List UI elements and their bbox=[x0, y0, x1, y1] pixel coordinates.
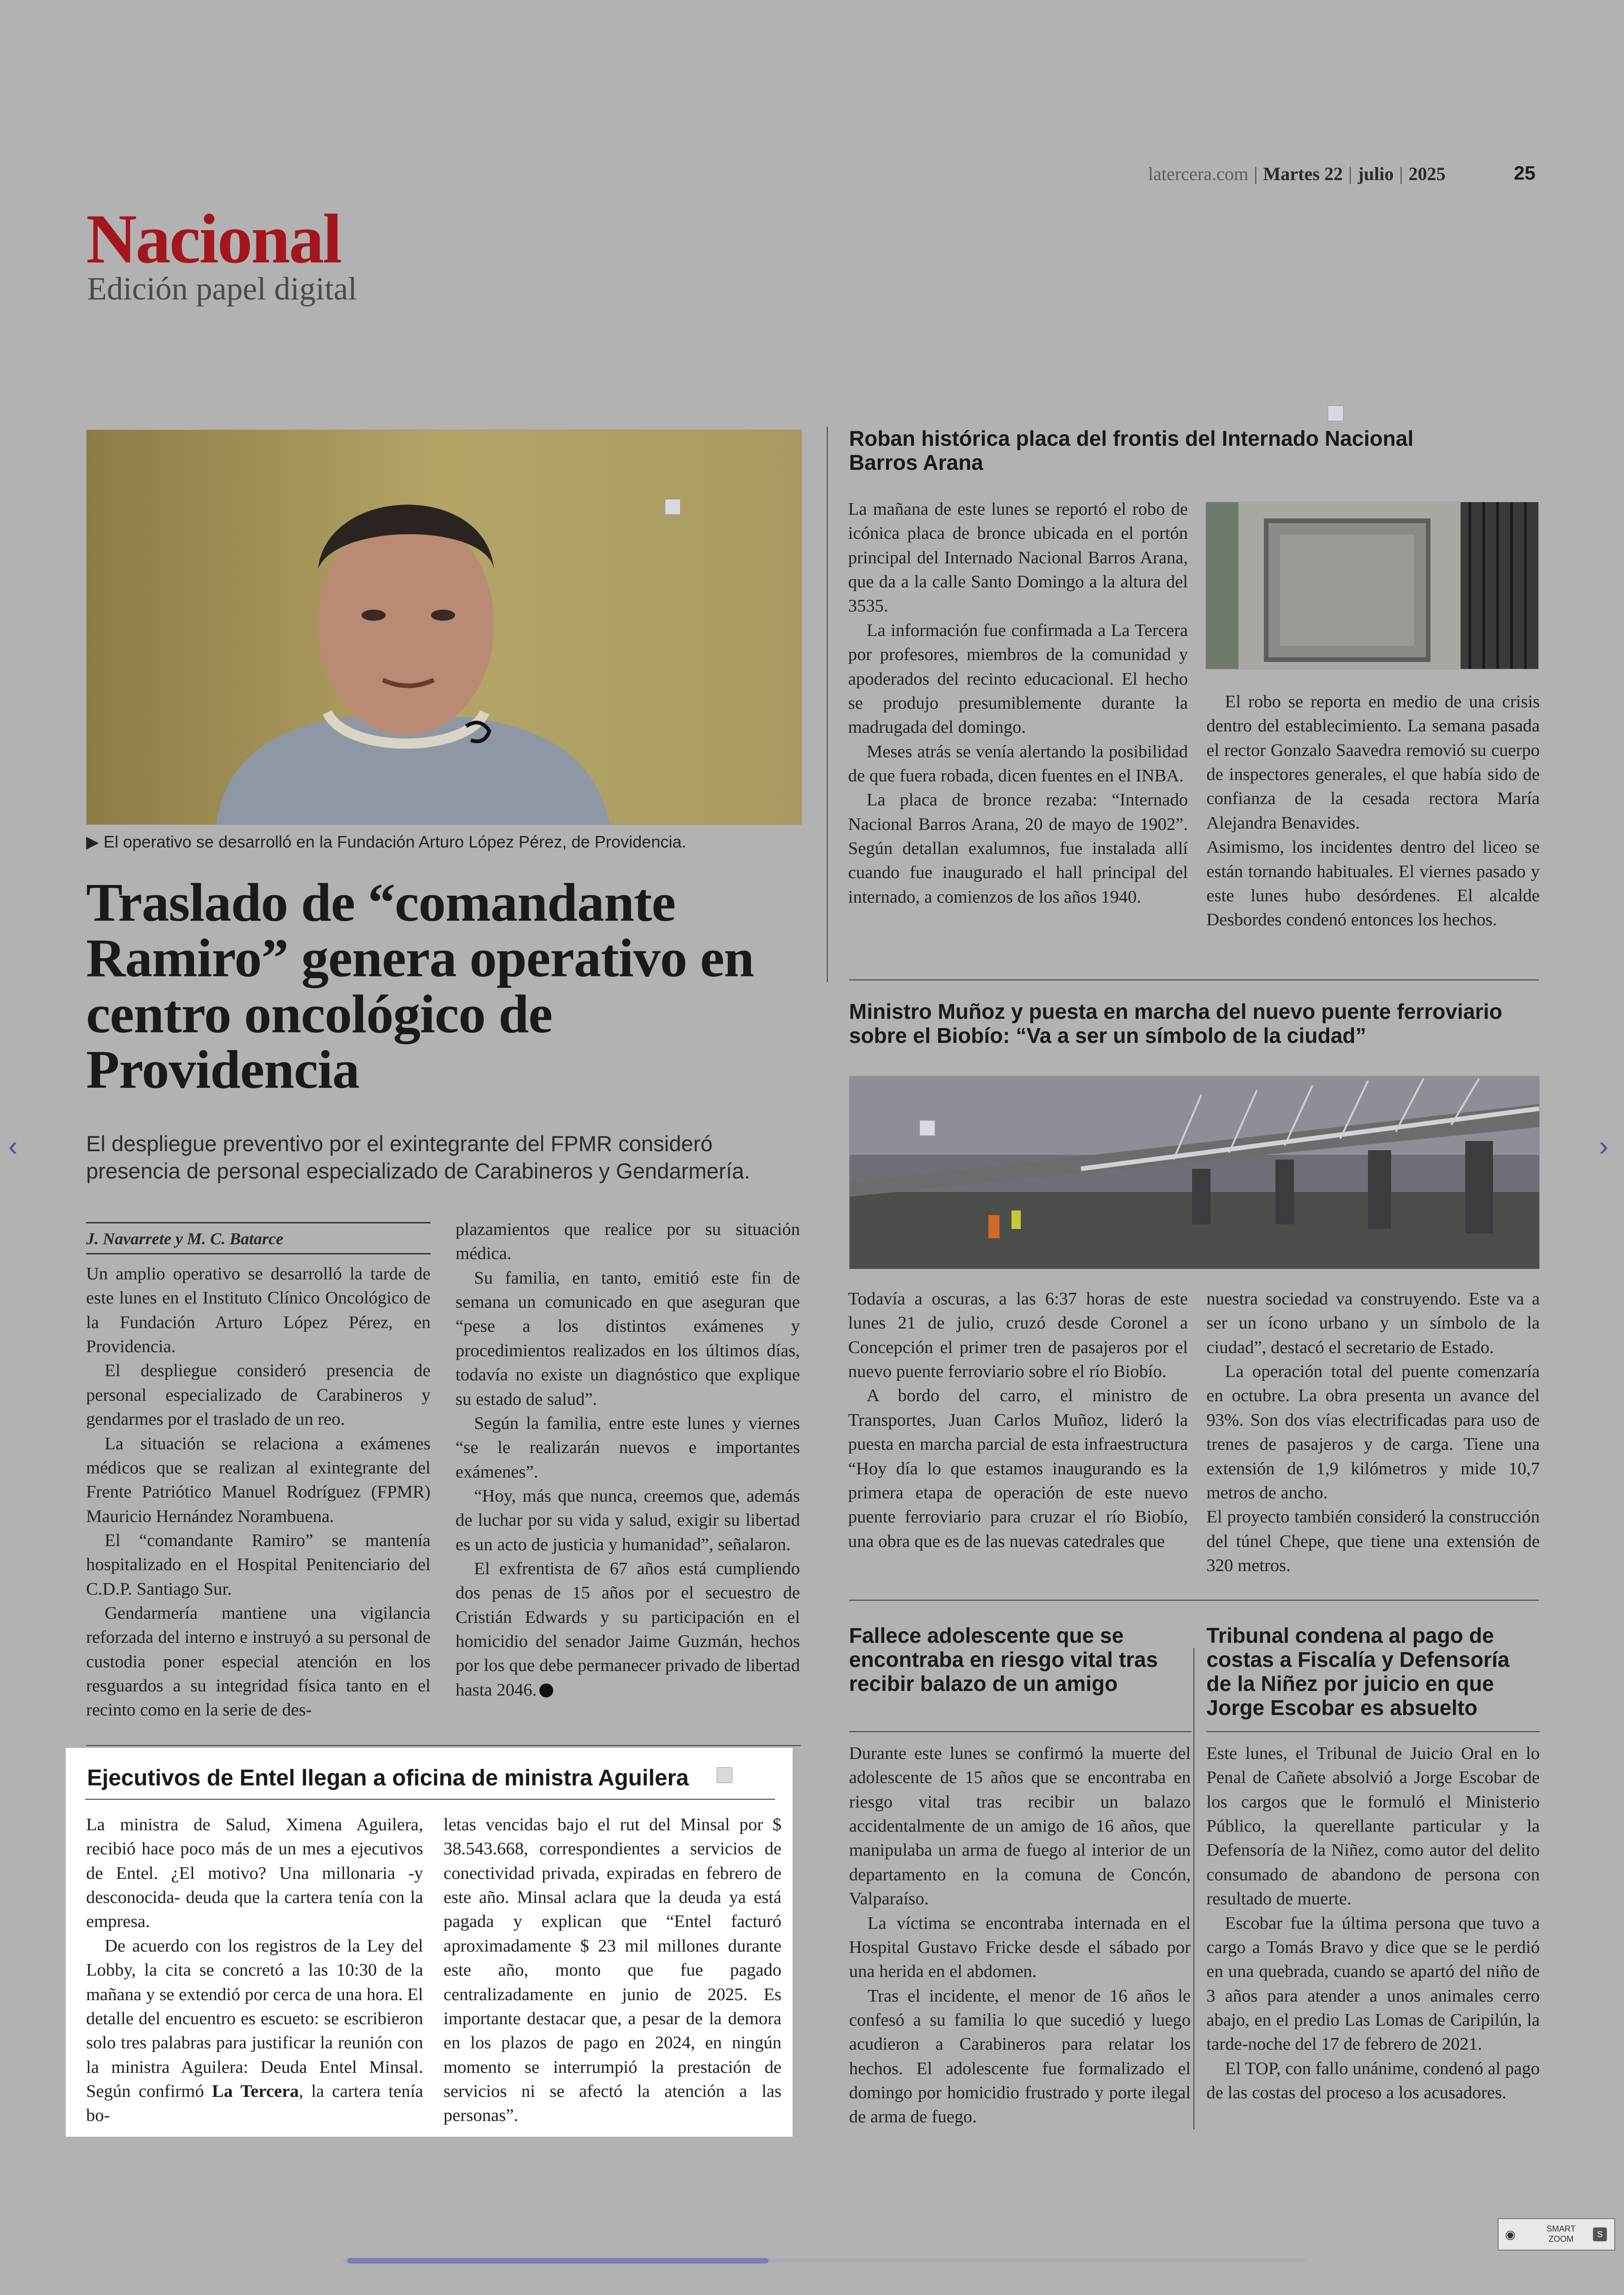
paragraph: De acuerdo con los registros de la Ley del Lobby, la cita se concretó a las 10:30 de la mañana y se extendió por cerca de una hora. El detalle del encuentro es escueto: se escribieron solo tres palabras para justificar la reunión con la ministra Aguilera: Deuda Entel Minsal. Según confirmó La Tercera, la cartera tenía bo- bbox=[86, 1936, 424, 2126]
divider bbox=[86, 1745, 801, 1746]
puente-column-2 bbox=[1206, 1287, 1540, 1578]
paragraph: Durante este lunes se confirmó la muerte del adolescente de 15 años que se encontraba en riesgo vital tras recibir un balazo accidentalmente de un amigo de 16 años, que manipulaba un arma de fuego al interior de un departamento en la comuna de Concón, Valparaíso. bbox=[849, 1744, 1191, 1909]
paragraph: Tras el incidente, el menor de 16 años le confesó a su familia lo que sucedió y luego acudieron a Carabineros para relatar los hechos. El adolescente fue formalizado el domingo por homicidio frustrado y porte ilegal de arma de fuego. bbox=[849, 1986, 1191, 2127]
puente-column-1 bbox=[848, 1287, 1188, 1553]
edition-label: Edición papel digital bbox=[87, 271, 357, 307]
divider bbox=[1206, 1731, 1540, 1732]
paragraph: Gendarmería mantiene una vigilancia reforzada del interno e instruyó a su personal de custodia poner especial atención en los resguardos a su integridad física tanto en el recinto como en la serie de des- bbox=[86, 1603, 431, 1720]
entel-title: Ejecutivos de Entel llegan a oficina de ministra Aguilera bbox=[87, 1765, 689, 1790]
paragraph: Un amplio operativo se desarrolló la tarde de este lunes en el Instituto Clínico Oncológico de la Fundación Arturo López Pérez, en Providencia. bbox=[86, 1264, 431, 1357]
photo-caption: ▶ El operativo se desarrolló en la Fundación Arturo López Pérez, de Providencia. bbox=[86, 832, 687, 851]
smart-zoom-key: S bbox=[1593, 2227, 1607, 2241]
paragraph: Este lunes, el Tribunal de Juicio Oral en lo Penal de Cañete absolvió a Jorge Escobar de los cargos que le formuló el Ministerio Público, la querellante particular y la Defensoría de la Niñez, como autor del delito consumado de abandono de persona con resultado de muerte. bbox=[1206, 1744, 1540, 1909]
site-name: latercera.com bbox=[1148, 163, 1249, 184]
entel-box bbox=[66, 1748, 793, 2137]
paragraph: El exfrentista de 67 años está cumpliendo dos penas de 15 años por el secuestro de Cristián Edwards y su participación en el homicidio del senador Jaime Guzmán, hechos por los que debe permanecer privado de libertad hasta 2046. bbox=[456, 1559, 800, 1700]
image-tag-icon bbox=[1328, 405, 1343, 421]
placa-title: Roban histórica placa del frontis del Internado Nacional Barros Arana bbox=[849, 426, 1414, 474]
divider bbox=[85, 1799, 775, 1800]
paragraph: El proyecto también consideró la construcción del túnel Chepe, que tiene una extensión de 320 metros. bbox=[1206, 1507, 1540, 1575]
main-deck: El despliegue preventivo por el exintegrante del FPMR consideró presencia de personal especializado de Carabineros y Gendarmería. bbox=[86, 1131, 750, 1183]
paragraph: La mañana de este lunes se reportó el robo de icónica placa de bronce ubicada en el portón principal del Internado Nacional Barros Arana, que da a la calle Santo Domingo a la altura del 3535. bbox=[848, 499, 1188, 616]
column-divider bbox=[827, 427, 828, 982]
chevron-left-icon[interactable]: ‹ bbox=[8, 1130, 18, 1161]
end-mark-icon bbox=[539, 1684, 553, 1697]
divider bbox=[849, 979, 1539, 980]
date-year: 2025 bbox=[1408, 163, 1446, 184]
divider bbox=[849, 1600, 1539, 1601]
date-day: Martes 22 bbox=[1263, 163, 1343, 184]
image-tag-icon bbox=[665, 499, 681, 515]
paragraph: A bordo del carro, el ministro de Transportes, Juan Carlos Muñoz, lideró la puesta en marcha parcial de esta infraestructura “Hoy día lo que estamos inaugurando es la primera etapa de operación de este nuevo puente ferroviario para cruzar el río Biobío, una obra que es de las nuevas catedrales que bbox=[848, 1386, 1188, 1551]
entel-column-1 bbox=[86, 1813, 423, 2128]
smart-zoom-button[interactable] bbox=[1498, 2218, 1615, 2251]
paragraph: La operación total del puente comenzaría en octubre. La obra presenta un avance del 93%. Son dos vías electrificadas para uso de trenes de pasajeros y de carga. Tiene una extensión de 1,9 kilómetros y mide 10,7 metros de ancho. bbox=[1206, 1362, 1540, 1503]
tribunal-title: Tribunal condena al pago de costas a Fiscalía y Defensoría de la Niñez por juicio en que Jorge Escobar es absuelto bbox=[1206, 1623, 1510, 1720]
paragraph: La ministra de Salud, Ximena Aguilera, recibió hace poco más de un mes a ejecutivos de Entel. ¿El motivo? Una millonaria -y desconocida- deuda que la cartera tenía con la empresa. bbox=[86, 1815, 423, 1932]
fallece-title: Fallece adolescente que se encontraba en riesgo vital tras recibir balazo de un amigo bbox=[849, 1623, 1158, 1696]
page-scroll-thumb[interactable] bbox=[347, 2258, 768, 2264]
paragraph: Escobar fue la última persona que tuvo a cargo a Tomás Bravo y dice que se le perdió en una quebrada, cuando se apartó del niño de 3 años para atender a unos animales cerro abajo, en el predio Las Lomas de Caripilún, la tarde-noche del 17 de febrero de 2021. bbox=[1206, 1913, 1540, 2054]
paragraph: “Hoy, más que nunca, creemos que, además de luchar por su vida y salud, exigir su libertad es un acto de justicia y humanidad”, señalaron. bbox=[456, 1486, 800, 1554]
paragraph: Su familia, en tanto, emitió este fin de semana un comunicado en que aseguran que “pese a los distintos exámenes y procedimientos realizados en los últimos días, todavía no existe un diagnóstico que explique su estado de salud”. bbox=[456, 1268, 800, 1409]
tribunal-column bbox=[1206, 1741, 1540, 2105]
main-column-1 bbox=[86, 1262, 431, 1722]
paragraph: El “comandante Ramiro” se mantenía hospitalizado en el Hospital Penitenciario del C.D.P. Santiago Sur. bbox=[86, 1530, 431, 1599]
placa-photo bbox=[1206, 502, 1539, 669]
divider bbox=[849, 1731, 1192, 1732]
paragraph: El TOP, con fallo unánime, condenó al pago de las costas del proceso a los acusadores. bbox=[1206, 2058, 1540, 2103]
paragraph: El despliegue consideró presencia de personal especializado de Carabineros y gendarmes por el traslado de un reo. bbox=[86, 1361, 431, 1429]
paragraph: letas vencidas bajo el rut del Minsal por $ 38.543.668, correspondientes a servicios de conectividad privada, expiradas en febrero de este año. Minsal aclara que la deuda ya está pagada y explican que “Entel facturó aproximadamente $ 23 mil millones durante este año, monto que fue pagado centralizadamente en junio de 2025. Es importante destacar que, a pesar de la demora en los plazos de pago en 2024, en ningún momento se interrumpió la prestación de servicios ni se afectó la atención a las personas”. bbox=[443, 1815, 781, 2126]
eye-icon: ◉ bbox=[1505, 2227, 1516, 2241]
paragraph: La placa de bronce rezaba: “Internado Nacional Barros Arana, 20 de mayo de 1902”. Según detallan exalumnos, fue instalada allí cuando fue inaugurado el hall principal del internado, a comienzos de los años 1940. bbox=[848, 790, 1188, 907]
section-title: Nacional bbox=[86, 200, 341, 278]
image-tag-icon bbox=[919, 1120, 935, 1136]
masthead-date: latercera.com | Martes 22 | julio | 2025 bbox=[1148, 163, 1446, 184]
puente-title: Ministro Muñoz y puesta en marcha del nuevo puente ferroviario sobre el Biobío: “Va a ser un símbolo de la ciudad” bbox=[849, 999, 1502, 1048]
chevron-right-icon[interactable]: › bbox=[1599, 1130, 1608, 1161]
placa-column-1 bbox=[848, 497, 1188, 909]
fallece-column bbox=[849, 1741, 1191, 2129]
paragraph: La víctima se encontraba internada en el Hospital Gustavo Fricke desde el sábado por una herida en el abdomen. bbox=[849, 1913, 1191, 1982]
entel-column-2 bbox=[443, 1813, 781, 2128]
paragraph: El robo se reporta en medio de una crisis dentro del establecimiento. La semana pasada el rector Gonzalo Saavedra removió su cuerpo de inspectores generales, el que había sido de confianza de la cesada rectora María Alejandra Benavides. bbox=[1206, 692, 1540, 833]
paragraph: nuestra sociedad va construyendo. Este va a ser un ícono urbano y un símbolo de la ciudad”, destacó el secretario de Estado. bbox=[1206, 1289, 1540, 1357]
image-tag-icon bbox=[717, 1767, 732, 1783]
main-photo bbox=[86, 430, 802, 825]
main-headline: Traslado de “comandante Ramiro” genera operativo en centro oncológico de Providencia bbox=[86, 872, 754, 1100]
caption-arrow-icon: ▶ bbox=[86, 832, 104, 851]
paragraph: plazamientos que realice por su situación médica. bbox=[456, 1220, 800, 1264]
paragraph: Según la familia, entre este lunes y viernes “se le realizarán nuevos e importantes exámenes”. bbox=[456, 1413, 800, 1482]
publication-name: La Tercera bbox=[212, 2081, 299, 2101]
date-month: julio bbox=[1357, 163, 1394, 184]
paragraph: Todavía a oscuras, a las 6:37 horas de este lunes 21 de julio, cruzó desde Coronel a Concepción el primer tren de pasajeros por el nuevo puente ferroviario sobre el río Biobío. bbox=[848, 1289, 1188, 1382]
main-column-2 bbox=[456, 1217, 800, 1702]
byline: J. Navarrete y M. C. Batarce bbox=[86, 1222, 431, 1254]
page-number: 25 bbox=[1514, 162, 1536, 184]
smart-zoom-label: SMART ZOOM bbox=[1546, 2224, 1576, 2244]
paragraph: Asimismo, los incidentes dentro del liceo se están tornando habituales. El viernes pasado y este lunes hubo desórdenes. El alcalde Desbordes condenó entonces los hechos. bbox=[1206, 837, 1540, 930]
paragraph: La información fue confirmada a La Tercera por profesores, miembros de la comunidad y apoderados del recinto educacional. El hecho se produjo presumiblemente durante la madrugada del domingo. bbox=[848, 620, 1188, 737]
puente-photo bbox=[849, 1076, 1540, 1269]
placa-column-2 bbox=[1206, 690, 1540, 932]
paragraph: Meses atrás se venía alertando la posibilidad de que fuera robada, dicen fuentes en el INBA. bbox=[848, 742, 1188, 786]
paragraph: La situación se relaciona a exámenes médicos que se realizan al exintegrante del Frente Patriótico Manuel Rodríguez (FPMR) Mauricio Hernández Norambuena. bbox=[86, 1434, 431, 1526]
column-divider bbox=[1193, 1648, 1194, 2129]
